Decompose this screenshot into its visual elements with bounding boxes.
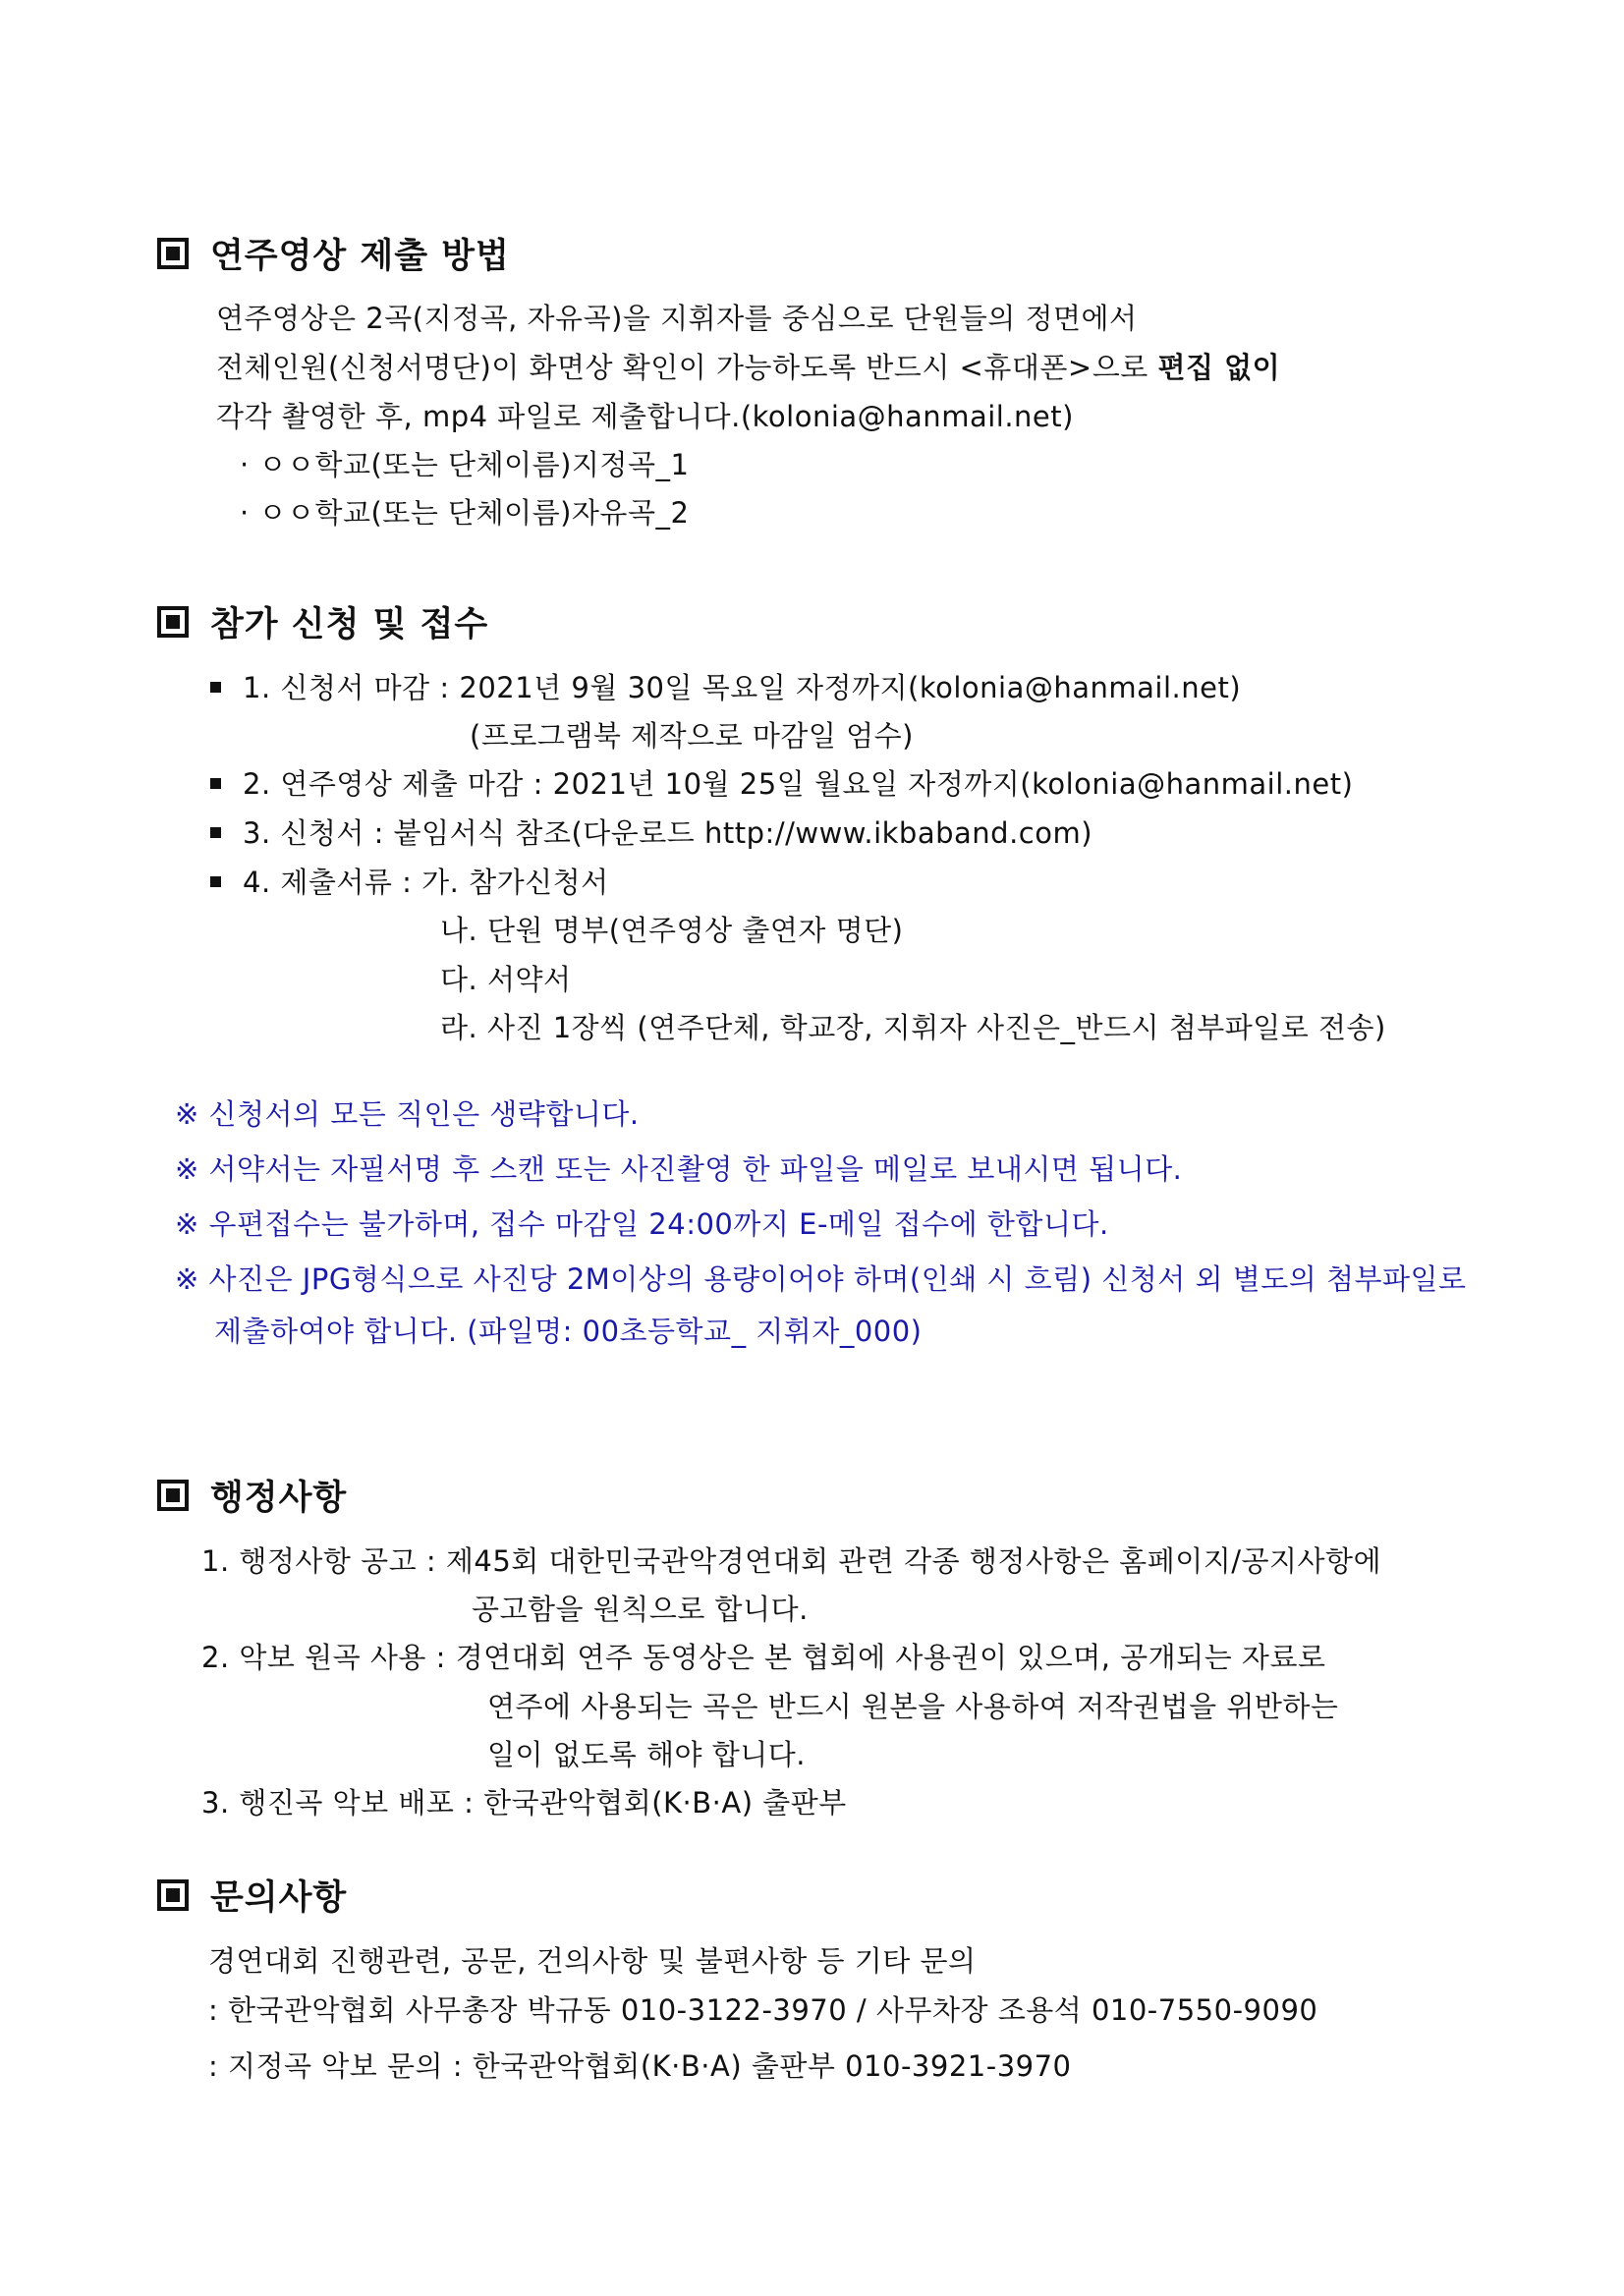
list-item-continuation: 다. 서약서 bbox=[440, 963, 572, 996]
text-segment: 전체인원(신청서명단)이 화면상 확인이 가능하도록 반드시 <휴대폰>으로 bbox=[216, 351, 1158, 384]
list-item bbox=[210, 666, 1241, 706]
list-item-continuation: 나. 단원 명부(연주영상 출연자 명단) bbox=[440, 914, 904, 947]
section-title: 행정사항 bbox=[210, 1479, 348, 1518]
small-square-bullet-icon bbox=[210, 876, 221, 887]
small-square-bullet-icon bbox=[210, 778, 221, 789]
contact-line: : 지정곡 악보 문의 : 한국관악협회(K·B·A) 출판부 010-3921-3970 bbox=[208, 2049, 1072, 2083]
list-item bbox=[210, 762, 1353, 803]
section-video-heading bbox=[157, 229, 510, 278]
contact-line: : 한국관악협회 사무총장 박규동 010-3122-3970 / 사무차장 조용석 010-7550-9090 bbox=[208, 1993, 1318, 2027]
section-admin-heading bbox=[157, 1471, 347, 1520]
list-item-text: 1. 신청서 마감 : 2021년 9월 30일 목요일 자정까지(kolonia@hanmail.net) bbox=[243, 671, 1242, 704]
notice-line: ※ 서약서는 자필서명 후 스캔 또는 사진촬영 한 파일을 메일로 보내시면 됩니다. bbox=[175, 1152, 1183, 1186]
list-item bbox=[210, 861, 609, 901]
admin-item-continuation: 연주에 사용되는 곡은 반드시 원본을 사용하여 저작권법을 위반하는 bbox=[487, 1690, 1339, 1723]
section-title: 문의사항 bbox=[210, 1878, 348, 1918]
notice-line-continuation: 제출하여야 합니다. (파일명: 00초등학교_ 지휘자_000) bbox=[214, 1315, 923, 1348]
admin-item: 2. 악보 원곡 사용 : 경연대회 연주 동영상은 본 협회에 사용권이 있으며, 공개되는 자료로 bbox=[201, 1641, 1326, 1674]
video-paragraph-line bbox=[216, 346, 1280, 386]
filename-example: · ㅇㅇ학교(또는 단체이름)자유곡_2 bbox=[240, 496, 690, 530]
square-bullet-icon bbox=[157, 1480, 189, 1511]
video-paragraph-line: 연주영상은 2곡(지정곡, 자유곡)을 지휘자를 중심으로 단원들의 정면에서 bbox=[216, 302, 1138, 335]
small-square-bullet-icon bbox=[210, 827, 221, 838]
admin-item-continuation: 일이 없도록 해야 합니다. bbox=[487, 1738, 807, 1771]
video-paragraph-line: 각각 촬영한 후, mp4 파일로 제출합니다.(kolonia@hanmail.net) bbox=[216, 400, 1074, 433]
square-bullet-icon bbox=[157, 1879, 189, 1911]
list-item bbox=[210, 812, 1092, 852]
list-item-continuation: (프로그램북 제작으로 마감일 엄수) bbox=[470, 719, 914, 753]
square-bullet-icon bbox=[157, 238, 189, 269]
section-apply-heading bbox=[157, 597, 488, 646]
list-item-text: 2. 연주영상 제출 마감 : 2021년 10월 25일 월요일 자정까지(kolonia@hanmail.net) bbox=[243, 767, 1354, 801]
list-item-text: 3. 신청서 : 붙임서식 참조(다운로드 http://www.ikbaband.com) bbox=[243, 816, 1093, 850]
admin-item: 1. 행정사항 공고 : 제45회 대한민국관악경연대회 관련 각종 행정사항은 홈페이지/공지사항에 bbox=[201, 1544, 1382, 1578]
list-item-text: 4. 제출서류 : 가. 참가신청서 bbox=[243, 866, 609, 899]
notice-line: ※ 우편접수는 불가하며, 접수 마감일 24:00까지 E-메일 접수에 한합니다. bbox=[175, 1207, 1109, 1241]
list-item-continuation: 라. 사진 1장씩 (연주단체, 학교장, 지휘자 사진은_반드시 첨부파일로 전송) bbox=[440, 1011, 1386, 1044]
square-bullet-icon bbox=[157, 606, 189, 638]
section-contact-heading bbox=[157, 1871, 347, 1920]
emphasis-text: 편집 없이 bbox=[1157, 351, 1281, 384]
notice-line: ※ 신청서의 모든 직인은 생략합니다. bbox=[175, 1097, 640, 1131]
notice-line: ※ 사진은 JPG형식으로 사진당 2M이상의 용량이어야 하며(인쇄 시 흐림) 신청서 외 별도의 첨부파일로 bbox=[175, 1262, 1467, 1296]
small-square-bullet-icon bbox=[210, 682, 221, 693]
contact-line: 경연대회 진행관련, 공문, 건의사항 및 불편사항 등 기타 문의 bbox=[208, 1944, 977, 1978]
admin-item: 3. 행진곡 악보 배포 : 한국관악협회(K·B·A) 출판부 bbox=[201, 1786, 847, 1820]
admin-item-continuation: 공고함을 원칙으로 합니다. bbox=[472, 1593, 809, 1626]
section-title: 연주영상 제출 방법 bbox=[210, 237, 510, 276]
section-title: 참가 신청 및 접수 bbox=[210, 605, 489, 644]
filename-example: · ㅇㅇ학교(또는 단체이름)지정곡_1 bbox=[240, 448, 690, 481]
